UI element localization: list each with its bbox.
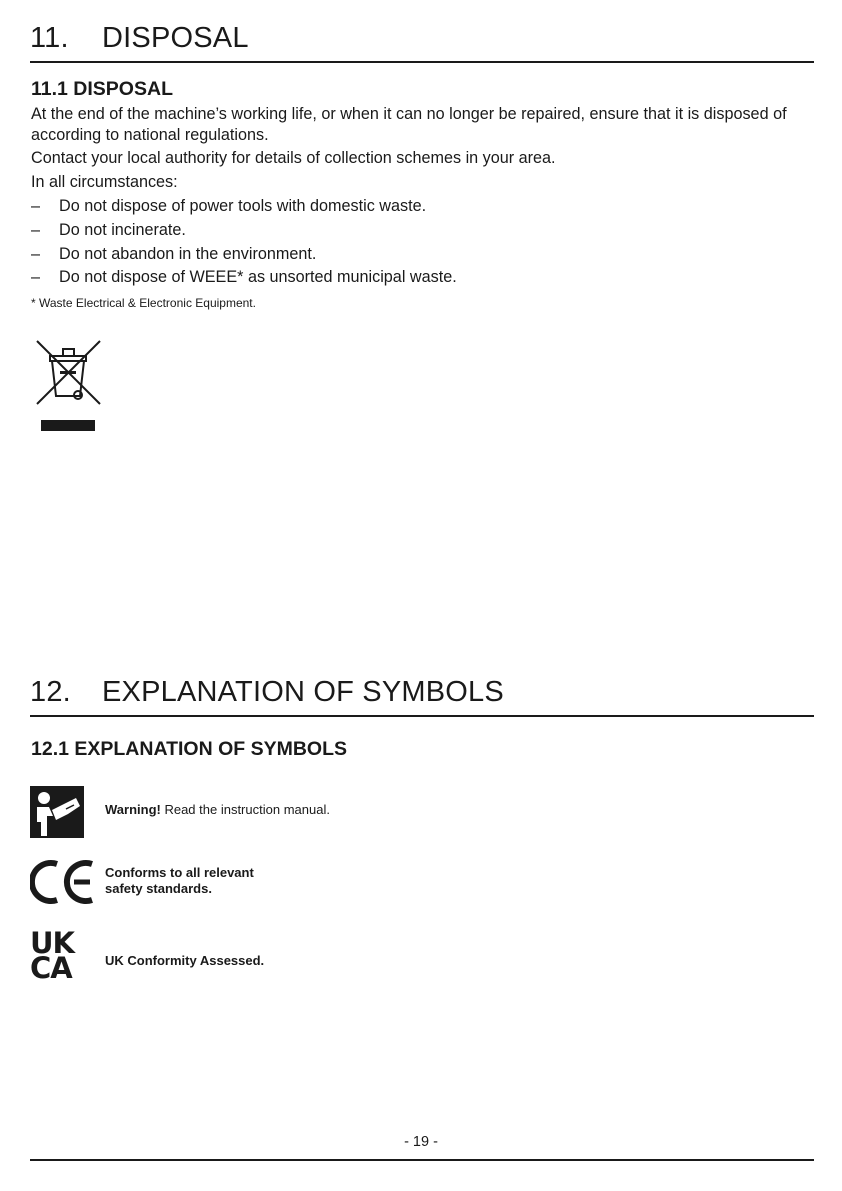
bullet-text: Do not dispose of power tools with domestic waste. — [59, 197, 427, 215]
section-11-heading — [30, 22, 249, 55]
section-11-number: 11. — [30, 22, 69, 54]
bullet-text: Do not abandon in the environment. — [59, 245, 317, 263]
bullet-dash: – — [31, 245, 41, 263]
section-12-title: EXPLANATION OF SYMBOLS — [102, 676, 504, 708]
section-11-1-heading: 11.1 DISPOSAL — [31, 78, 173, 100]
symbol-ukca-description: UK Conformity Assessed. — [105, 953, 265, 968]
disposal-paragraph-1: At the end of the machine’s working life, or when it can no longer be repaired, ensure that it is disposed of according to national regulations. — [31, 105, 787, 144]
section-11-title: DISPOSAL — [102, 22, 249, 54]
bullet-text: Do not dispose of WEEE* as unsorted municipal waste. — [59, 268, 457, 286]
disposal-bullet — [31, 221, 186, 240]
ce-mark-icon — [30, 858, 96, 906]
section-12-number: 12. — [30, 676, 71, 708]
ukca-mark-top: UK — [30, 926, 75, 960]
section-12-heading — [30, 676, 504, 709]
crossed-out-wheelie-bin-icon — [34, 338, 104, 434]
symbol-warning-label: Warning! — [105, 802, 161, 817]
section-11-rule — [30, 61, 814, 63]
bullet-dash: – — [31, 221, 41, 239]
ukca-mark-bottom: CA — [30, 951, 72, 985]
symbol-read-manual-text: Read the instruction manual. — [160, 802, 330, 817]
symbol-read-manual-description — [105, 802, 330, 818]
bullet-dash: – — [31, 197, 41, 215]
read-manual-icon — [30, 786, 84, 838]
section-12-rule — [30, 715, 814, 717]
disposal-paragraph-3: In all circumstances: — [31, 173, 178, 191]
footer-rule — [30, 1159, 814, 1161]
disposal-bullet — [31, 245, 316, 264]
disposal-bullet — [31, 197, 426, 216]
bullet-text: Do not incinerate. — [59, 221, 186, 239]
disposal-paragraph-2: Contact your local authority for details of collection schemes in your area. — [31, 149, 556, 167]
symbol-ce-line-1: Conforms to all relevant — [105, 865, 254, 880]
page-number: - 19 - — [404, 1134, 438, 1150]
symbol-ce-line-2: safety standards. — [105, 881, 212, 896]
bullet-dash: – — [31, 268, 41, 286]
disposal-bullet — [31, 268, 457, 287]
section-12-1-heading: 12.1 EXPLANATION OF SYMBOLS — [31, 738, 348, 760]
symbol-ce-description — [105, 865, 254, 897]
weee-footnote: * Waste Electrical & Electronic Equipment. — [31, 296, 256, 310]
ukca-mark-icon — [30, 926, 80, 985]
